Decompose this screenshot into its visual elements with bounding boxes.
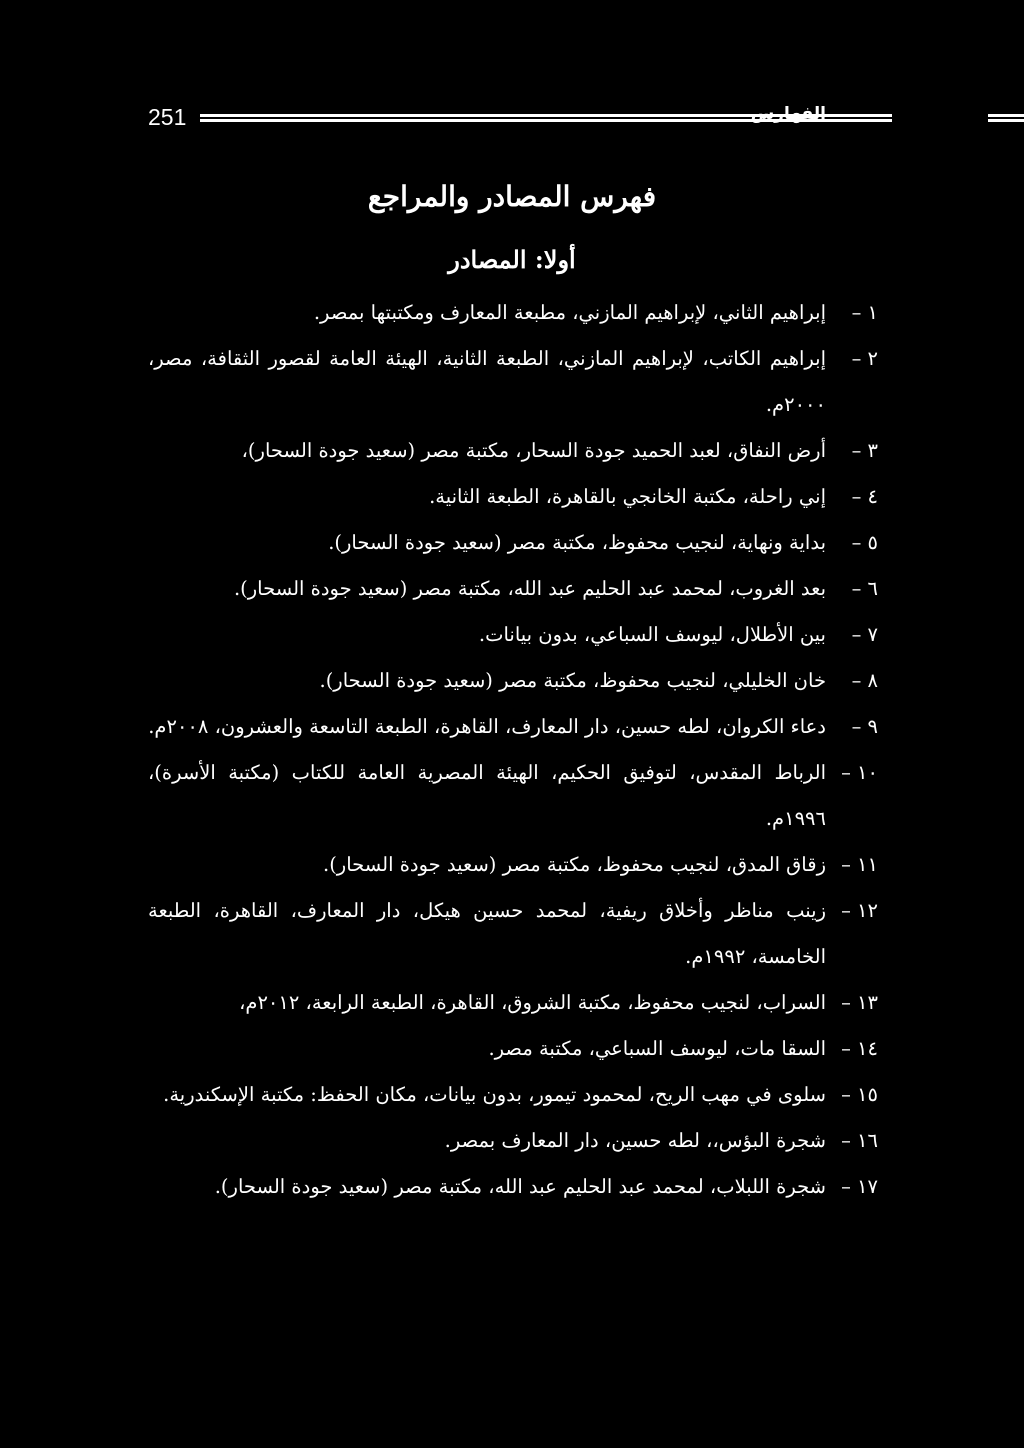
reference-number: ٥ – (851, 531, 878, 554)
reference-number: ١٢ – (841, 899, 878, 922)
reference-item (148, 566, 878, 612)
reference-text: أرض النفاق، لعبد الحميد جودة السحار، مكتبة مصر (سعيد جودة السحار)، (241, 439, 826, 462)
reference-number: ١٤ – (841, 1037, 878, 1060)
page-number: 251 (148, 104, 187, 130)
section-label: الفهارس (750, 104, 826, 124)
reference-text: إني راحلة، مكتبة الخانجي بالقاهرة، الطبعة الثانية. (429, 485, 826, 508)
reference-item (148, 612, 878, 658)
reference-number: ١٥ – (841, 1083, 878, 1106)
reference-item (148, 1026, 878, 1072)
reference-number: ٢ – (851, 347, 878, 370)
reference-item (148, 704, 878, 750)
reference-text: إبراهيم الثاني، لإبراهيم المازني، مطبعة المعارف ومكتبتها بمصر. (313, 301, 826, 324)
reference-number: ١٦ – (841, 1129, 878, 1152)
reference-text: شجرة اللبلاب، لمحمد عبد الحليم عبد الله، مكتبة مصر (سعيد جودة السحار). (214, 1175, 826, 1198)
reference-number: ٩ – (851, 715, 878, 738)
reference-item (148, 888, 878, 980)
header-rule-short (988, 114, 1024, 124)
reference-text: السقا مات، ليوسف السباعي، مكتبة مصر. (488, 1037, 826, 1060)
reference-text: السراب، لنجيب محفوظ، مكتبة الشروق، القاهرة، الطبعة الرابعة، ٢٠١٢م، (239, 991, 826, 1014)
reference-number: ١٣ – (841, 991, 878, 1014)
reference-item (148, 474, 878, 520)
reference-number: ٨ – (851, 669, 878, 692)
reference-text: شجرة البؤس،، لطه حسين، دار المعارف بمصر. (444, 1129, 826, 1152)
reference-text: الرباط المقدس، لتوفيق الحكيم، الهيئة المصرية العامة للكتاب (مكتبة الأسرة)، ١٩٩٦م. (148, 761, 826, 830)
reference-number: ١٧ – (841, 1175, 878, 1198)
reference-text: إبراهيم الكاتب، لإبراهيم المازني، الطبعة الثانية، الهيئة العامة لقصور الثقافة، مصر، ٢٠٠٠م. (148, 347, 826, 416)
reference-text: بين الأطلال، ليوسف السباعي، بدون بيانات. (478, 623, 826, 646)
reference-item (148, 658, 878, 704)
reference-item (148, 428, 878, 474)
reference-text: بعد الغروب، لمحمد عبد الحليم عبد الله، مكتبة مصر (سعيد جودة السحار). (233, 577, 826, 600)
reference-item (148, 1164, 878, 1210)
reference-item (148, 842, 878, 888)
reference-number: ٤ – (851, 485, 878, 508)
references-list (148, 290, 878, 1210)
reference-item (148, 1118, 878, 1164)
reference-number: ٦ – (851, 577, 878, 600)
page-header (148, 102, 876, 138)
section-heading: أولا: المصادر (448, 245, 576, 274)
reference-item (148, 980, 878, 1026)
reference-text: دعاء الكروان، لطه حسين، دار المعارف، القاهرة، الطبعة التاسعة والعشرون، ٢٠٠٨م. (148, 715, 826, 738)
reference-text: خان الخليلي، لنجيب محفوظ، مكتبة مصر (سعيد جودة السحار). (319, 669, 826, 692)
reference-number: ٧ – (851, 623, 878, 646)
reference-item (148, 290, 878, 336)
reference-text: بداية ونهاية، لنجيب محفوظ، مكتبة مصر (سعيد جودة السحار). (328, 531, 826, 554)
page-title: فهرس المصادر والمراجع (367, 180, 657, 213)
reference-item (148, 750, 878, 842)
reference-text: زقاق المدق، لنجيب محفوظ، مكتبة مصر (سعيد جودة السحار). (323, 853, 826, 876)
reference-number: ١٠ – (841, 761, 878, 784)
reference-item (148, 1072, 878, 1118)
reference-text: زينب مناظر وأخلاق ريفية، لمحمد حسين هيكل، دار المعارف، القاهرة، الطبعة الخامسة، ١٩٩٢م. (148, 899, 826, 968)
reference-number: ١ – (851, 301, 878, 324)
reference-number: ١١ – (841, 853, 878, 876)
reference-number: ٣ – (851, 439, 878, 462)
reference-item (148, 520, 878, 566)
reference-text: سلوى في مهب الريح، لمحمود تيمور، بدون بيانات، مكان الحفظ: مكتبة الإسكندرية. (163, 1083, 826, 1106)
reference-item (148, 336, 878, 428)
